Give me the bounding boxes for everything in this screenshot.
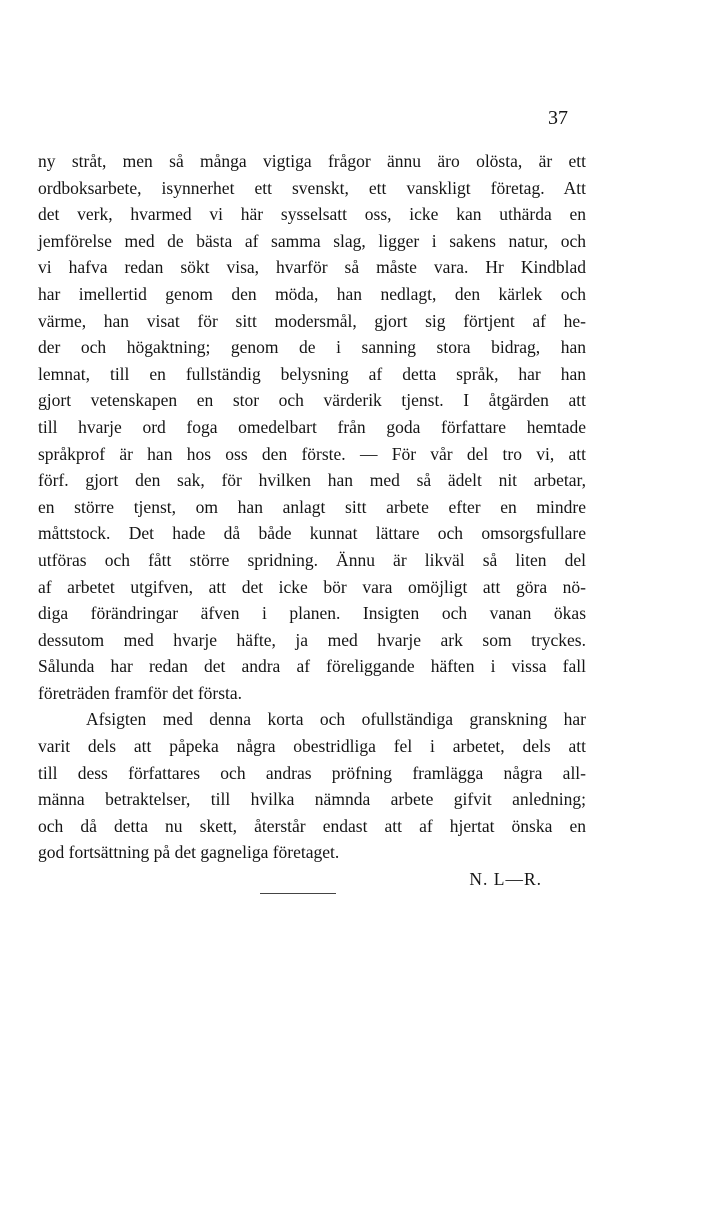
text-line: utföras och fått större spridning. Ännu är likväl så liten del (38, 549, 586, 570)
text-line: värme, han visat för sitt modersmål, gjort sig förtjent af he- (38, 310, 586, 331)
text-line: gjort vetenskapen en stor och värderik tjenst. I åtgärden att (38, 390, 586, 411)
text-line: det verk, hvarmed vi här sysselsatt oss, icke kan uthärda en (38, 204, 586, 225)
text-line: språkprof är han hos oss den förste. — För vår del tro vi, att (38, 443, 586, 464)
text-line: jemförelse med de bästa af samma slag, ligger i sakens natur, och (38, 230, 586, 251)
text-line: Sålunda har redan det andra af föreliggande häften i vissa fall (38, 656, 586, 677)
text-line: har imellertid genom den möda, han nedlagt, den kärlek och (38, 283, 586, 304)
text-line: företräden framför det första. (38, 682, 243, 703)
text-line: diga förändringar äfven i planen. Insigten och vanan ökas (38, 603, 586, 624)
text-line: till dess författares och andras pröfning framlägga några all- (38, 762, 586, 783)
text-line: måttstock. Det hade då både kunnat lättare och omsorgsfullare (38, 523, 586, 544)
text-line: Afsigten med denna korta och ofullständiga granskning har (86, 709, 586, 730)
text-line: männa betraktelser, till hvilka nämnda arbete gifvit anledning; (38, 789, 586, 810)
paragraph-1 (38, 148, 586, 706)
text-line: förf. gjort den sak, för hvilken han med så ädelt nit arbetar, (38, 470, 586, 491)
author-signature: N. L—R. (469, 869, 542, 890)
text-line: varit dels att påpeka några obestridliga fel i arbetet, dels att (38, 736, 586, 757)
text-line: ordboksarbete, isynnerhet ett svenskt, ett vanskligt företag. Att (38, 177, 586, 198)
text-line: god fortsättning på det gagneliga företaget. (38, 842, 340, 863)
page-number: 37 (548, 107, 568, 129)
text-line: till hvarje ord foga omedelbart från goda författare hemtade (38, 416, 586, 437)
text-line: der och högaktning; genom de i sanning stora bidrag, han (38, 337, 586, 358)
body-text (38, 148, 586, 893)
section-divider (260, 893, 336, 894)
text-line: vi hafva redan sökt visa, hvarför så måste vara. Hr Kindblad (38, 257, 586, 278)
paragraph-2 (38, 706, 586, 866)
text-line: lemnat, till en fullständig belysning af detta språk, har han (38, 363, 586, 384)
text-line: af arbetet utgifven, att det icke bör vara omöjligt att göra nö- (38, 576, 586, 597)
text-line: och då detta nu skett, återstår endast att af hjertat önska en (38, 815, 586, 836)
text-line: en större tjenst, om han anlagt sitt arbete efter en mindre (38, 496, 586, 517)
text-line: ny stråt, men så många vigtiga frågor ännu äro olösta, är ett (38, 151, 586, 171)
text-line: dessutom med hvarje häfte, ja med hvarje ark som tryckes. (38, 629, 586, 650)
